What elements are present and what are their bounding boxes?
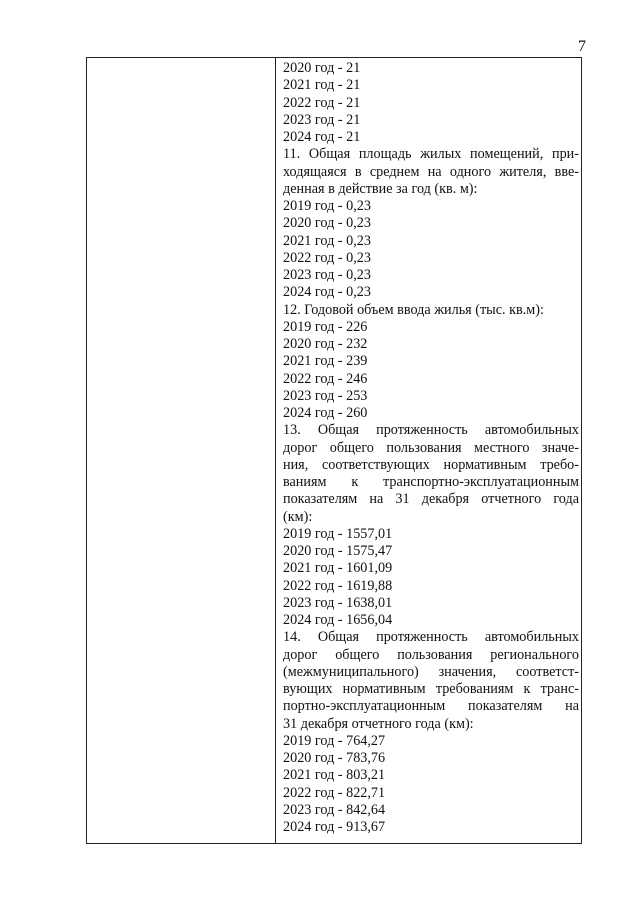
value-row: 2019 год - 226 xyxy=(283,318,368,335)
indicator-12 xyxy=(283,302,579,423)
indicator-13 xyxy=(283,422,579,629)
value-row: 2021 год - 803,21 xyxy=(283,767,386,784)
value-row: 2023 год - 253 xyxy=(283,387,368,404)
value-row: 2024 год - 21 xyxy=(283,129,361,145)
value-row: 2020 год - 1575,47 xyxy=(283,543,393,559)
indicator-heading: 12. Годовой объем ввода жилья (тыс. кв.м): xyxy=(283,301,544,318)
value-row: 2024 год - 260 xyxy=(283,405,368,421)
indicator-heading-line: дорог общего пользования регионального xyxy=(283,646,579,663)
value-row: 2023 год - 1638,01 xyxy=(283,594,393,611)
indicator-heading-line: 14. Общая протяженность автомобильных xyxy=(283,629,579,646)
value-row: 2020 год - 783,76 xyxy=(283,750,386,766)
indicator-heading-line: (км): xyxy=(283,508,313,525)
table-right-cell xyxy=(283,60,579,836)
value-row: 2021 год - 239 xyxy=(283,353,368,370)
indicator-heading-line: (межмуниципального) значения, соответст- xyxy=(283,663,579,680)
value-row: 2020 год - 21 xyxy=(283,60,361,76)
value-row: 2023 год - 0,23 xyxy=(283,267,371,283)
value-row: 2020 год - 232 xyxy=(283,336,368,352)
indicator-heading-line: показателям на 31 декабря отчетного года xyxy=(283,491,579,508)
indicator-heading-line: 11. Общая площадь жилых помещений, при- xyxy=(283,146,579,163)
value-row: 2021 год - 21 xyxy=(283,77,361,94)
value-row: 2022 год - 246 xyxy=(283,370,368,387)
value-row: 2023 год - 842,64 xyxy=(283,801,386,818)
indicator-heading-line: 13. Общая протяженность автомобильных xyxy=(283,422,579,439)
value-row: 2021 год - 0,23 xyxy=(283,232,371,249)
value-row: 2019 год - 764,27 xyxy=(283,732,386,749)
indicator-heading-line: ходящаяся в среднем на одного жителя, вве- xyxy=(283,163,579,180)
indicator-heading-line: портно-эксплуатационным показателям на xyxy=(283,698,579,715)
value-row: 2021 год - 1601,09 xyxy=(283,560,393,577)
value-row: 2023 год - 21 xyxy=(283,111,361,128)
value-row: 2024 год - 0,23 xyxy=(283,284,371,301)
value-row: 2024 год - 913,67 xyxy=(283,819,386,835)
value-row: 2022 год - 21 xyxy=(283,94,361,111)
indicators-table xyxy=(86,57,582,844)
indicator-heading-line: дорог общего пользования местного значе- xyxy=(283,439,579,456)
indicator-heading-line: ния, соответствующих нормативным требо- xyxy=(283,456,579,473)
value-row: 2022 год - 1619,88 xyxy=(283,577,393,594)
indicator-14 xyxy=(283,629,579,836)
indicator-heading-line: ваниям к транспортно-эксплуатационным xyxy=(283,474,579,490)
value-row: 2019 год - 1557,01 xyxy=(283,525,393,542)
indicator-heading-line: денная в действие за год (кв. м): xyxy=(283,180,478,197)
page-number: 7 xyxy=(578,38,586,55)
column-divider xyxy=(275,58,276,843)
indicator-heading-line: вующих нормативным требованиям к транс- xyxy=(283,681,579,697)
value-row: 2019 год - 0,23 xyxy=(283,198,371,214)
value-row: 2024 год - 1656,04 xyxy=(283,612,393,628)
value-row: 2022 год - 822,71 xyxy=(283,784,386,801)
value-row: 2020 год - 0,23 xyxy=(283,215,371,232)
previous-indicator-values xyxy=(283,60,579,146)
value-row: 2022 год - 0,23 xyxy=(283,249,371,266)
indicator-11 xyxy=(283,146,579,301)
table-left-cell xyxy=(87,58,275,843)
indicator-heading-line: 31 декабря отчетного года (км): xyxy=(283,715,474,732)
